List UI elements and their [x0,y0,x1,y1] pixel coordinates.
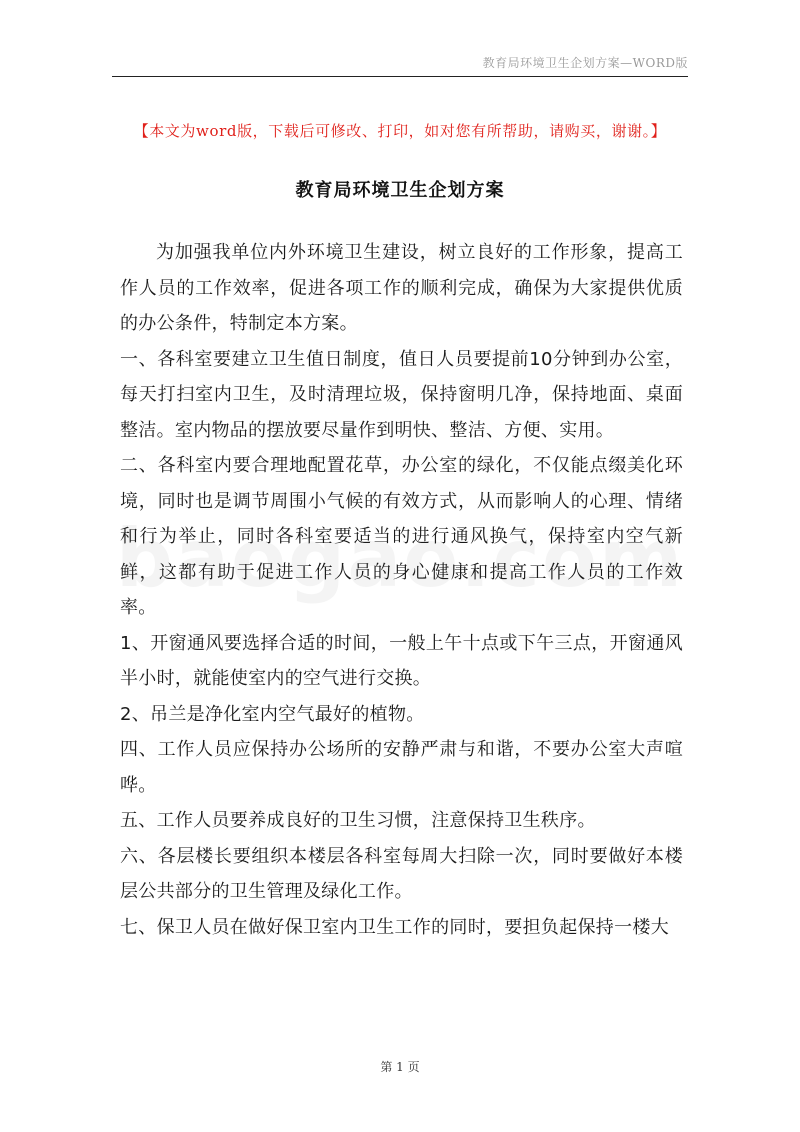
download-notice: 【本文为word版，下载后可修改、打印，如对您有所帮助，请购买，谢谢。】 [133,122,667,140]
header-divider [112,76,688,77]
item-paragraph-1: 1、开窗通风要选择合适的时间，一般上午十点或下午三点，开窗通风半小时，就能使室内的空气进行交换。 [120,632,683,689]
item-paragraph-2: 2、吊兰是净化室内空气最好的植物。 [120,703,425,725]
page-number: 第 1 页 [380,1060,420,1074]
section-paragraph-6: 六、各层楼长要组织本楼层各科室每周大扫除一次，同时要做好本楼层公共部分的卫生管理及绿化工作。 [120,845,683,902]
section-paragraph-2: 二、各科室内要合理地配置花草，办公室的绿化，不仅能点缀美化环境，同时也是调节周围小气候的有效方式，从而影响人的心理、情绪和行为举止，同时各科室要适当的进行通风换气，保持室内空气新鲜，这都有助于促进工作人员的身心健康和提高工作人员的工作效率。 [120,455,683,618]
section-paragraph-4: 四、工作人员应保持办公场所的安静严肃与和谐，不要办公室大声喧哗。 [120,739,683,796]
running-header: 教育局环境卫生企划方案—WORD版 [482,56,688,70]
section-paragraph-7: 七、保卫人员在做好保卫室内卫生工作的同时，要担负起保持一楼大 [120,916,669,938]
intro-paragraph: 为加强我单位内外环境卫生建设，树立良好的工作形象，提高工作人员的工作效率，促进各项工作的顺利完成，确保为大家提供优质的办公条件，特制定本方案。 [120,242,683,334]
document-body [120,235,683,945]
section-paragraph-5: 五、工作人员要养成良好的卫生习惯，注意保持卫生秩序。 [120,810,596,831]
document-title: 教育局环境卫生企划方案 [295,180,505,201]
section-paragraph-1: 一、各科室要建立卫生值日制度，值日人员要提前10分钟到办公室，每天打扫室内卫生，及时清理垃圾，保持窗明几净，保持地面、桌面整洁。室内物品的摆放要尽量作到明快、整洁、方便、实用。 [120,348,683,441]
